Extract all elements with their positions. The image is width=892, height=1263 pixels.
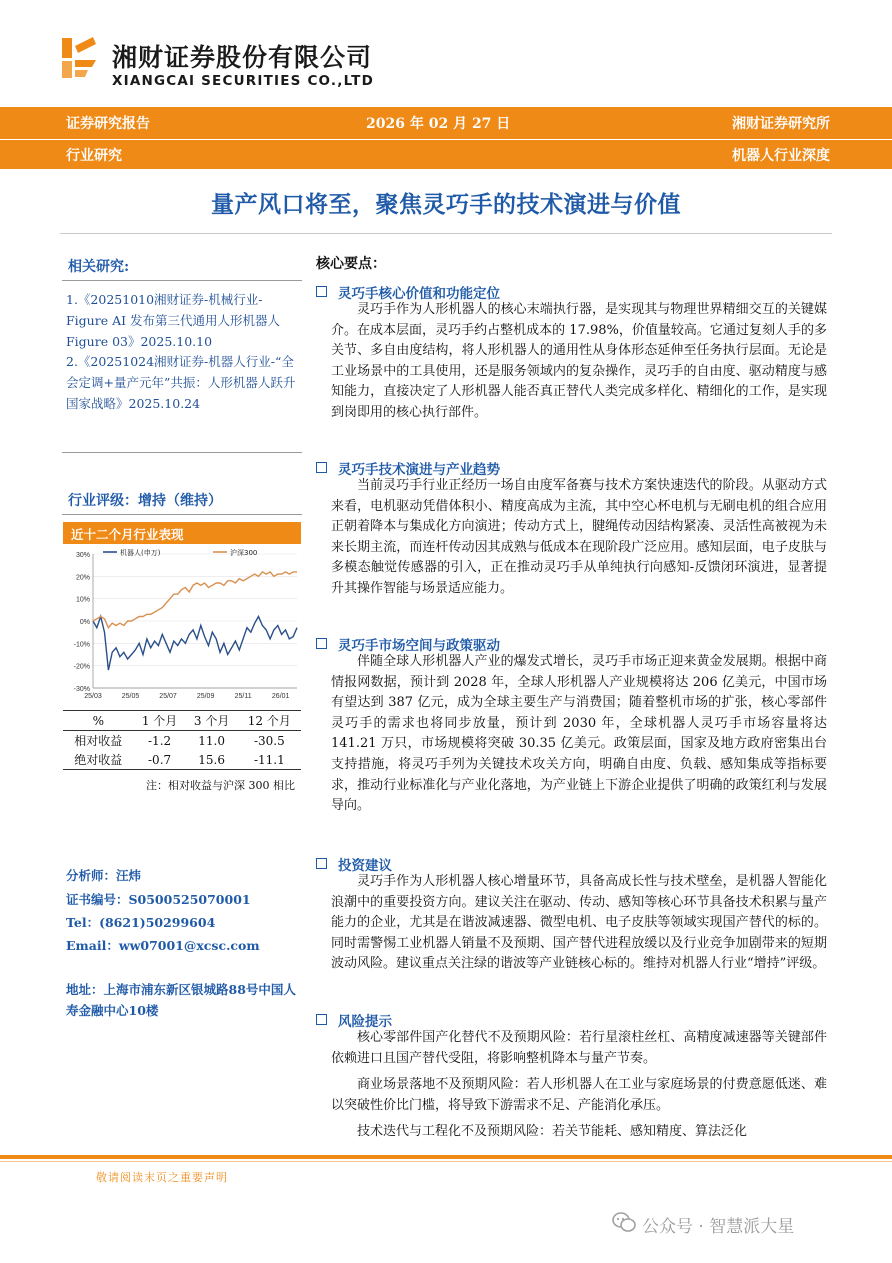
divider bbox=[62, 280, 302, 281]
table-header-cell: 3 个月 bbox=[186, 711, 238, 731]
header-band-secondary bbox=[0, 140, 892, 169]
table-header-cell: 1 个月 bbox=[134, 711, 186, 731]
related-research-heading: 相关研究: bbox=[68, 259, 130, 275]
y-tick-label: 20% bbox=[75, 574, 90, 582]
related-research-list bbox=[66, 290, 302, 415]
table-cell: 相对收益 bbox=[74, 734, 123, 748]
x-tick-label: 25/09 bbox=[196, 693, 215, 700]
checkbox-icon bbox=[316, 858, 327, 869]
title-divider bbox=[60, 233, 832, 234]
section-paragraph: 商业场景落地不及预期风险：若人形机器人在工业与家庭场景的付费意愿低迷、难以突破性价比门槛，将导致下游需求不足、产能消化承压。 bbox=[331, 1077, 827, 1113]
x-tick-label: 25/03 bbox=[84, 693, 102, 700]
y-tick-label: 0% bbox=[79, 619, 90, 626]
table-row bbox=[63, 731, 301, 751]
performance-chart bbox=[63, 546, 301, 704]
company-logo-icon bbox=[58, 36, 102, 80]
section-paragraph: 伴随全球人形机器人产业的爆发式增长，灵巧手市场正迎来黄金发展期。根据中商情报网数据，预计到 2028 年，全球人形机器人产业规模将达 206 亿美元，中国市场有望达到 387 亿元，成为全球主要生产与消费国；随着整机市场的扩张，核心零部件灵巧手的需求也将同步放量，预计到 2030 年，全球机器人灵巧手市场容量将达 141.21 万只，市场规模将突破 30.35 亿美元。政策层面，国家及地方政府密集出台支持措施，将灵巧手列为关键技术攻关方向，明确自由度、负载、感知集成等指标要求，推动行业标准化与产业化落地，为产业链上下游企业提供了明确的政策红利与发展导向。 bbox=[331, 654, 827, 814]
footer-line bbox=[0, 1161, 892, 1162]
table-cell: 15.6 bbox=[186, 750, 238, 770]
analyst-tel: Tel：(8621)50299604 bbox=[66, 915, 216, 930]
performance-table bbox=[63, 710, 301, 770]
section-paragraph: 灵巧手作为人形机器人的核心末端执行器，是实现其与物理世界精细交互的关键媒介。在成本层面，灵巧手约占整机成本的 17.98%，价值量较高。它通过复刻人手的多关节、多自由度结构，将人形机器人的通用性从身体形态延伸至任务执行层面。无论是工业场景中的工具使用，还是服务领域内的复杂操作，灵巧手的自由度、驱动精度与感知能力，直接决定了人形机器人能否真正替代人类完成多样化、精细化的工作，是实现到岗即用的核心执行部件。 bbox=[331, 302, 827, 420]
performance-heading-band bbox=[63, 522, 301, 544]
wechat-icon bbox=[612, 1211, 636, 1233]
section-heading: 灵巧手核心价值和功能定位 bbox=[316, 282, 500, 302]
company-name-en: XIANGCAI SECURITIES CO.,LTD bbox=[112, 73, 374, 89]
y-tick-label: -30% bbox=[73, 686, 90, 693]
checkbox-icon bbox=[316, 286, 327, 297]
analyst-email[interactable]: Email：ww07001@xcsc.com bbox=[66, 938, 260, 953]
divider bbox=[62, 514, 302, 515]
table-header-cell: % bbox=[63, 711, 134, 731]
checkbox-icon bbox=[316, 638, 327, 649]
chart-legend bbox=[103, 548, 257, 557]
table-cell: -1.2 bbox=[148, 733, 172, 748]
section-heading: 灵巧手技术演进与产业趋势 bbox=[316, 458, 500, 478]
y-tick-label: -10% bbox=[73, 641, 90, 649]
research-category: 行业研究 bbox=[66, 147, 122, 164]
section-heading: 灵巧手市场空间与政策驱动 bbox=[316, 634, 500, 654]
company-address: 地址：上海市浦东新区银城路88号中国人寿金融中心10楼 bbox=[66, 982, 296, 1018]
disclaimer-notice: 敬请阅读末页之重要声明 bbox=[96, 1171, 228, 1184]
checkbox-icon bbox=[316, 1014, 327, 1025]
analyst-cert: 证书编号：S0500525070001 bbox=[66, 892, 251, 907]
x-tick-label: 25/05 bbox=[121, 693, 140, 700]
analyst-name: 分析师：汪炜 bbox=[66, 868, 142, 883]
report-type-label: 证券研究报告 bbox=[66, 116, 150, 132]
header-band bbox=[0, 107, 892, 139]
watermark: 公众号 · 智慧派大星 bbox=[642, 1217, 795, 1237]
checkbox-icon bbox=[316, 462, 327, 473]
related-research-item[interactable]: 1.《20251010湘财证券-机械行业-Figure AI 发布第三代通用人形机器人 Figure 03》2025.10.10 bbox=[66, 292, 281, 349]
industry-rating: 行业评级：增持（维持） bbox=[68, 493, 222, 509]
y-tick-label: 10% bbox=[75, 596, 90, 604]
core-points-heading: 核心要点： bbox=[316, 256, 386, 272]
table-cell: -11.1 bbox=[238, 750, 301, 770]
y-axis-tick-labels bbox=[74, 552, 90, 693]
table-row bbox=[63, 750, 301, 770]
section-paragraph: 技术迭代与工程化不及预期风险：若关节能耗、感知精度、算法泛化 bbox=[357, 1124, 748, 1139]
related-research-item[interactable]: 2.《20251024湘财证券-机器人行业-“全会定调+量产元年”共振：人形机器人跃升国家战略》2025.10.24 bbox=[66, 354, 296, 411]
table-cell: -0.7 bbox=[134, 750, 186, 770]
divider bbox=[62, 452, 302, 453]
series-line bbox=[93, 572, 297, 628]
report-date: 2026 年 02 月 27 日 bbox=[366, 116, 511, 132]
report-series: 机器人行业深度 bbox=[732, 147, 830, 164]
legend-label: 机器人(申万) bbox=[120, 549, 161, 557]
x-tick-label: 25/11 bbox=[234, 693, 252, 700]
section-paragraph: 核心零部件国产化替代不及预期风险：若行星滚柱丝杠、高精度减速器等关键部件依赖进口且国产替代受阻，将影响整机降本与量产节奏。 bbox=[331, 1030, 827, 1066]
table-cell: 11.0 bbox=[198, 733, 225, 748]
section-paragraph: 当前灵巧手行业正经历一场自由度军备赛与技术方案快速迭代的阶段。从驱动方式来看，电机驱动凭借体积小、精度高成为主流，其中空心杯电机与无刷电机的组合应用正朝着降本与集成化方向演进；传动方式上，腱绳传动因结构紧凑、灵活性高被视为未来长期主流，而连杆传动因其成熟与低成本在现阶段广泛应用。感知层面，电子皮肤与多模态触觉传感器的引入，正在推动灵巧手从单纯执行向感知-反馈闭环演进，显著提升其操作智能与场景适应能力。 bbox=[331, 478, 827, 596]
table-header-row bbox=[63, 711, 301, 731]
y-tick-label: 30% bbox=[75, 552, 90, 559]
section-paragraph: 灵巧手作为人形机器人核心增量环节，具备高成长性与技术壁垒，是机器人智能化浪潮中的重要投资方向。建议关注在驱动、传动、感知等核心环节具备技术积累与量产能力的企业，尤其是在谐波减速器、微型电机、电子皮肤等领域实现国产替代的标的。同时需警惕工业机器人销量不及预期、国产替代进程放缓以及行业竞争加剧带来的短期波动风险。建议重点关注绿的谐波等产业链核心标的。维持对机器人行业“增持”评级。 bbox=[331, 874, 827, 972]
company-name-cn: 湘财证券股份有限公司 bbox=[112, 43, 373, 72]
y-tick-label: -20% bbox=[73, 663, 90, 671]
performance-heading: 近十二个月行业表现 bbox=[71, 527, 184, 542]
x-tick-label: 26/01 bbox=[271, 693, 290, 700]
section-heading: 投资建议 bbox=[316, 854, 392, 874]
x-axis-tick-labels bbox=[84, 693, 289, 700]
table-cell: 绝对收益 bbox=[63, 750, 134, 770]
table-cell: -30.5 bbox=[253, 733, 285, 748]
legend-label: 沪深300 bbox=[230, 549, 258, 557]
table-header-cell: 12 个月 bbox=[238, 711, 301, 731]
table-note: 注：相对收益与沪深 300 相比 bbox=[146, 779, 295, 792]
section-heading: 风险提示 bbox=[316, 1010, 392, 1030]
institute-label: 湘财证券研究所 bbox=[732, 116, 830, 132]
x-tick-label: 25/07 bbox=[159, 693, 177, 700]
footer-bar bbox=[0, 1155, 892, 1159]
report-title: 量产风口将至，聚焦灵巧手的技术演进与价值 bbox=[211, 192, 681, 218]
